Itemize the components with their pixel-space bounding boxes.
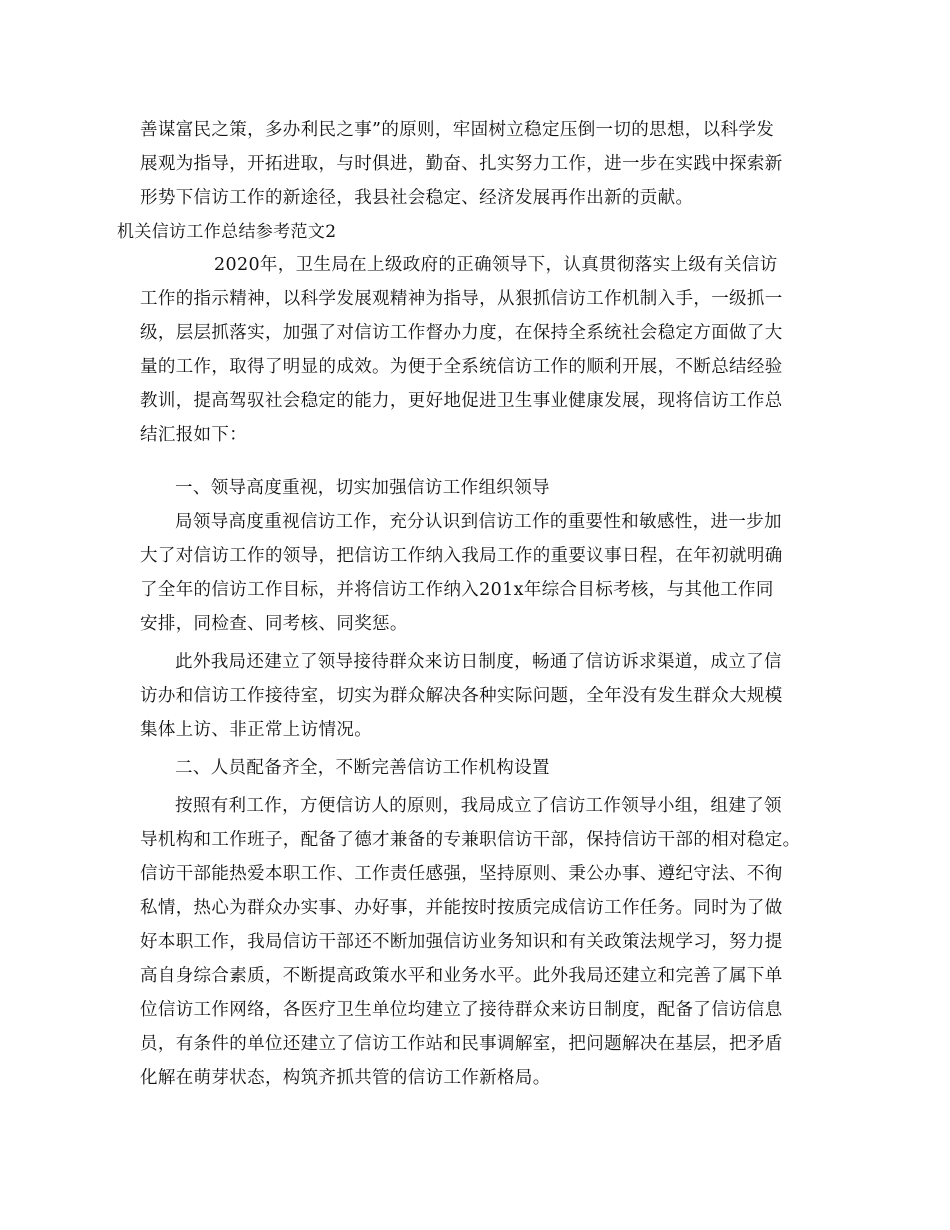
body-line: 信访干部能热爱本职工作、工作责任感强，坚持原则、秉公办事、遵纪守法、不徇 (140, 864, 783, 884)
body-line: 员，有条件的单位还建立了信访工作站和民事调解室，把问题解决在基层，把矛盾 (140, 1034, 783, 1054)
body-line: 集体上访、非正常上访情况。 (140, 720, 373, 740)
section-title: 机关信访工作总结参考范文2 (117, 222, 337, 242)
body-line: 好本职工作，我局信访干部还不断加强信访业务知识和有关政策法规学习，努力提 (140, 932, 783, 952)
body-line: 教训，提高驾驭社会稳定的能力，更好地促进卫生事业健康发展，现将信访工作总 (140, 391, 783, 411)
body-line: 导机构和工作班子，配备了德才兼备的专兼职信访干部，保持信访干部的相对稳定。 (140, 830, 801, 850)
body-line: 量的工作，取得了明显的成效。为便于全系统信访工作的顺利开展，不断总结经验 (140, 357, 783, 377)
body-line: 安排，同检查、同考核、同奖惩。 (140, 614, 408, 634)
body-line: 大了对信访工作的领导，把信访工作纳入我局工作的重要议事日程，在年初就明确 (140, 546, 783, 566)
body-line: 高自身综合素质，不断提高政策水平和业务水平。此外我局还建立和完善了属下单 (140, 966, 783, 986)
body-line: 访办和信访工作接待室，切实为群众解决各种实际问题，全年没有发生群众大规模 (140, 686, 783, 706)
body-line: 化解在萌芽状态，构筑齐抓共管的信访工作新格局。 (140, 1068, 551, 1088)
body-line: 工作的指示精神，以科学发展观精神为指导，从狠抓信访工作机制入手，一级抓一 (140, 289, 783, 309)
body-line: 级，层层抓落实，加强了对信访工作督办力度，在保持全系统社会稳定方面做了大 (140, 323, 783, 343)
body-line: 结汇报如下： (140, 425, 248, 445)
body-line: 展观为指导，开拓进取，与时俱进，勤奋、扎实努力工作，进一步在实践中探索新 (140, 154, 783, 174)
body-line: 局领导高度重视信访工作，充分认识到信访工作的重要性和敏感性，进一步加 (175, 512, 782, 532)
body-line: 私情，热心为群众办实事、办好事，并能按时按质完成信访工作任务。同时为了做 (140, 898, 783, 918)
body-line: 位信访工作网络，各医疗卫生单位均建立了接待群众来访日制度，配备了信访信息 (140, 1000, 783, 1020)
section-heading: 一、领导高度重视，切实加强信访工作组织领导 (175, 478, 550, 498)
body-line: 此外我局还建立了领导接待群众来访日制度，畅通了信访诉求渠道，成立了信 (175, 652, 782, 672)
body-line: 按照有利工作，方便信访人的原则，我局成立了信访工作领导小组，组建了领 (175, 796, 782, 816)
section-heading: 二、人员配备齐全，不断完善信访工作机构设置 (175, 758, 550, 778)
body-line: 了全年的信访工作目标，并将信访工作纳入201x年综合目标考核，与其他工作同 (140, 580, 774, 600)
body-line: 善谋富民之策，多办利民之事”的原则，牢固树立稳定压倒一切的思想，以科学发 (140, 120, 775, 140)
body-line: 形势下信访工作的新途径，我县社会稳定、经济发展再作出新的贡献。 (140, 188, 694, 208)
body-line: 2020年，卫生局在上级政府的正确领导下，认真贯彻落实上级有关信访 (214, 255, 778, 275)
